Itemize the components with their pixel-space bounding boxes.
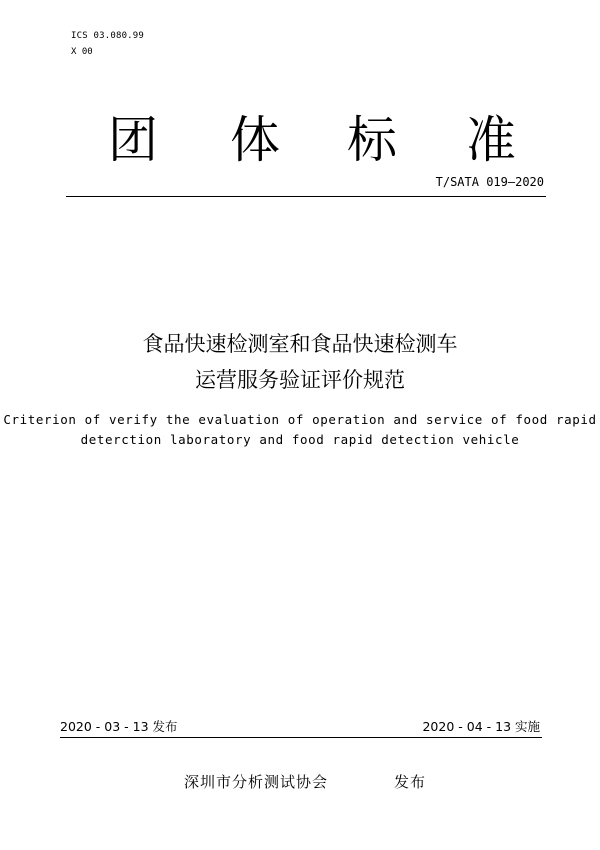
- title-english-line2: deterction laboratory and food rapid detection vehicle: [80, 432, 520, 447]
- category-char-3: 标: [347, 111, 397, 169]
- publish-label: 发布: [394, 773, 427, 791]
- standard-number: T/SATA 019—2020: [435, 175, 544, 189]
- category-char-4: 准: [466, 111, 516, 169]
- category-char-2: 体: [230, 111, 280, 169]
- title-chinese-line2: 运营服务验证评价规范: [195, 368, 405, 392]
- implementation-date: 2020 - 04 - 13 实施: [422, 719, 540, 734]
- bottom-divider: [60, 737, 542, 738]
- category-char-1: 团: [108, 111, 158, 169]
- title-chinese-line1: 食品快速检测室和食品快速检测车: [142, 332, 458, 356]
- issue-date: 2020 - 03 - 13 发布: [60, 719, 178, 734]
- title-english-line1: Criterion of verify the evaluation of operation and service of food rapid: [3, 412, 597, 427]
- top-divider: [66, 196, 546, 197]
- ccs-code: X 00: [71, 47, 93, 57]
- publisher-name: 深圳市分析测试协会: [184, 773, 329, 791]
- ics-code: ICS 03.080.99: [71, 31, 145, 41]
